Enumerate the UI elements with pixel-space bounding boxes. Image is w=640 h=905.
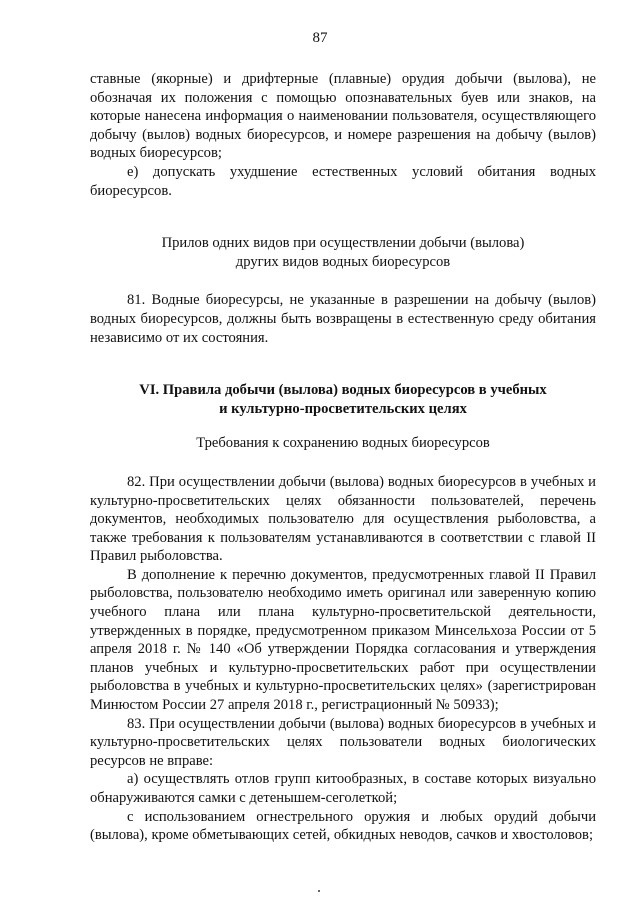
paragraph-continuation: ставные (якорные) и дрифтерные (плавные) орудия добычи (вылова), не обозначая их положения с помощью опознавательных буев или знаков, на которые нанесена информация о наименовании пользователя, осуществляющего добычу (вылов) водных биоресурсов, и номере разрешения на добычу (вылов) водных биоресурсов;	[90, 71, 596, 162]
paragraph-83: 83. При осуществлении добычи (вылова) водных биоресурсов в учебных и культурно-просветительских целях пользователи водных биологических ресурсов не вправе:	[90, 715, 596, 769]
subheading-bycatch-line2: других видов водных биоресурсов	[235, 253, 451, 270]
paragraph-item-a: а) осуществлять отлов групп китообразных, в составе которых визуально обнаруживаются самки с детенышем-сеголеткой;	[90, 771, 596, 806]
scan-speck	[318, 890, 320, 892]
paragraph-firearms: с использованием огнестрельного оружия и любых орудий добычи (вылова), кроме обметывающих сетей, обкидных неводов, сачков и хвостоловов;	[90, 808, 596, 844]
subheading-requirements: Требования к сохранению водных биоресурсов	[196, 435, 490, 452]
section-heading-line2: и культурно-просветительских целях	[219, 400, 467, 417]
subheading-bycatch-line1: Прилов одних видов при осуществлении добычи (вылова)	[161, 235, 525, 252]
paragraph-additional-documents: В дополнение к перечню документов, предусмотренных главой II Правил рыболовства, пользователю необходимо иметь оригинал или заверенную копию учебного плана или плана культурно-просветительской деятельности, утвержденных в порядке, предусмотренном приказом Минсельхоза России от 5 апреля 2018 г. № 140 «Об утверждении Порядка согласования и утверждения планов учебных и культурно-просветительских работ при осуществлении рыболовства в учебных и культурно-просветительских целях» (зарегистрирован Минюстом России 27 апреля 2018 г., регистрационный № 50933);	[90, 566, 596, 714]
page-content	[90, 70, 596, 845]
section-heading-line1: VI. Правила добычи (вылова) водных биоресурсов в учебных	[139, 382, 547, 399]
page-number: 87	[312, 30, 328, 46]
paragraph-81: 81. Водные биоресурсы, не указанные в разрешении на добычу (вылов) водных биоресурсов, должны быть возвращены в естественную среду обитания независимо от их состояния.	[90, 292, 596, 346]
paragraph-item-e: е) допускать ухудшение естественных условий обитания водных биоресурсов.	[90, 163, 596, 199]
paragraph-82: 82. При осуществлении добычи (вылова) водных биоресурсов в учебных и культурно-просветительских целях обязанности пользователей, перечень документов, необходимых пользователю для осуществления рыболовства, а также требования к пользователям устанавливаются в соответствии с главой II Правил рыболовства.	[90, 473, 596, 565]
